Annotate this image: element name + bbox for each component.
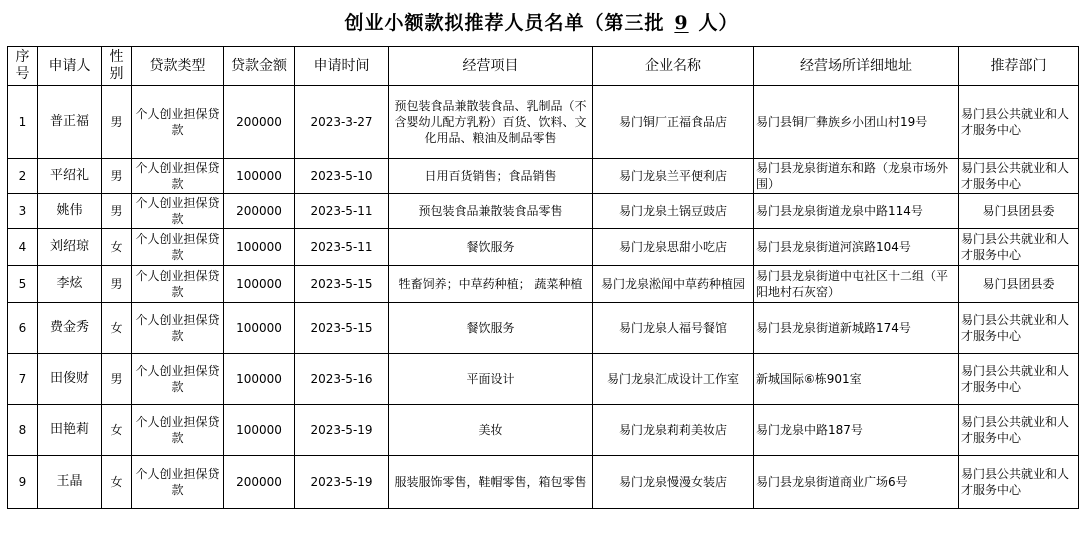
cell-company: 易门龙泉思甜小吃店	[593, 229, 754, 266]
cell-loan-type: 个人创业担保贷款	[132, 159, 224, 194]
cell-loan-type: 个人创业担保贷款	[132, 354, 224, 405]
cell-address: 易门县龙泉街道龙泉中路114号	[754, 194, 959, 229]
cell-amount: 100000	[224, 266, 295, 303]
table-row	[8, 354, 1079, 405]
header-department: 推荐部门	[959, 47, 1079, 86]
cell-gender: 女	[102, 303, 132, 354]
cell-department: 易门县公共就业和人才服务中心	[959, 229, 1079, 266]
header-amount: 贷款金额	[224, 47, 295, 86]
cell-gender: 女	[102, 405, 132, 456]
cell-index: 4	[8, 229, 38, 266]
cell-index: 7	[8, 354, 38, 405]
cell-address: 易门县龙泉街道新城路174号	[754, 303, 959, 354]
cell-loan-type: 个人创业担保贷款	[132, 194, 224, 229]
cell-address: 易门县龙泉街道河滨路104号	[754, 229, 959, 266]
cell-apply-date: 2023-5-19	[295, 456, 389, 509]
cell-index: 9	[8, 456, 38, 509]
cell-gender: 男	[102, 159, 132, 194]
recommendation-table	[7, 46, 1079, 509]
cell-amount: 100000	[224, 159, 295, 194]
cell-company: 易门龙泉淞闻中草药种植园	[593, 266, 754, 303]
cell-apply-date: 2023-5-15	[295, 266, 389, 303]
header-row	[8, 47, 1079, 86]
cell-applicant: 李炫	[38, 266, 102, 303]
cell-company: 易门铜厂正福食品店	[593, 86, 754, 159]
cell-index: 2	[8, 159, 38, 194]
cell-department: 易门县公共就业和人才服务中心	[959, 456, 1079, 509]
title-prefix: 创业小额款拟推荐人员名单（第三批	[344, 12, 665, 34]
cell-loan-type: 个人创业担保贷款	[132, 303, 224, 354]
cell-apply-date: 2023-5-11	[295, 194, 389, 229]
cell-apply-date: 2023-3-27	[295, 86, 389, 159]
cell-index: 1	[8, 86, 38, 159]
cell-applicant: 王晶	[38, 456, 102, 509]
cell-business: 日用百货销售；食品销售	[389, 159, 593, 194]
cell-business: 服装服饰零售，鞋帽零售，箱包零售	[389, 456, 593, 509]
cell-apply-date: 2023-5-16	[295, 354, 389, 405]
cell-loan-type: 个人创业担保贷款	[132, 456, 224, 509]
cell-applicant: 普正福	[38, 86, 102, 159]
cell-index: 8	[8, 405, 38, 456]
table-row	[8, 303, 1079, 354]
cell-department: 易门县公共就业和人才服务中心	[959, 405, 1079, 456]
cell-apply-date: 2023-5-19	[295, 405, 389, 456]
document-title	[0, 10, 1083, 36]
cell-company: 易门龙泉汇成设计工作室	[593, 354, 754, 405]
cell-loan-type: 个人创业担保贷款	[132, 229, 224, 266]
cell-company: 易门龙泉土锅豆豉店	[593, 194, 754, 229]
cell-address: 易门县龙泉街道商业广场6号	[754, 456, 959, 509]
cell-address: 易门县龙泉街道东和路（龙泉市场外围）	[754, 159, 959, 194]
cell-gender: 女	[102, 229, 132, 266]
cell-amount: 100000	[224, 354, 295, 405]
cell-business: 预包装食品兼散装食品、乳制品（不含婴幼儿配方乳粉）百货、饮料、文化用品、粮油及制品零售	[389, 86, 593, 159]
cell-business: 餐饮服务	[389, 303, 593, 354]
cell-amount: 100000	[224, 303, 295, 354]
cell-address: 易门县铜厂彝族乡小团山村19号	[754, 86, 959, 159]
cell-business: 餐饮服务	[389, 229, 593, 266]
cell-company: 易门龙泉人福号餐馆	[593, 303, 754, 354]
cell-gender: 男	[102, 354, 132, 405]
header-loan-type: 贷款类型	[132, 47, 224, 86]
cell-applicant: 平绍礼	[38, 159, 102, 194]
table-row	[8, 194, 1079, 229]
cell-department: 易门县公共就业和人才服务中心	[959, 86, 1079, 159]
cell-apply-date: 2023-5-10	[295, 159, 389, 194]
cell-applicant: 姚伟	[38, 194, 102, 229]
header-gender: 性别	[102, 47, 132, 86]
cell-business: 平面设计	[389, 354, 593, 405]
cell-apply-date: 2023-5-15	[295, 303, 389, 354]
title-suffix: 人）	[698, 12, 739, 34]
cell-index: 5	[8, 266, 38, 303]
cell-department: 易门县公共就业和人才服务中心	[959, 303, 1079, 354]
cell-department: 易门县团县委	[959, 194, 1079, 229]
header-address: 经营场所详细地址	[754, 47, 959, 86]
cell-applicant: 费金秀	[38, 303, 102, 354]
table-row	[8, 159, 1079, 194]
table-row	[8, 86, 1079, 159]
cell-apply-date: 2023-5-11	[295, 229, 389, 266]
header-index: 序号	[8, 47, 38, 86]
cell-amount: 100000	[224, 229, 295, 266]
header-applicant: 申请人	[38, 47, 102, 86]
cell-company: 易门龙泉莉莉美妆店	[593, 405, 754, 456]
cell-amount: 200000	[224, 456, 295, 509]
cell-loan-type: 个人创业担保贷款	[132, 266, 224, 303]
table-row	[8, 405, 1079, 456]
cell-amount: 200000	[224, 86, 295, 159]
cell-amount: 100000	[224, 405, 295, 456]
title-count: 9	[674, 12, 689, 34]
cell-address: 新城国际⑥栋901室	[754, 354, 959, 405]
table-row	[8, 229, 1079, 266]
cell-applicant: 刘绍琼	[38, 229, 102, 266]
cell-index: 3	[8, 194, 38, 229]
cell-applicant: 田俊财	[38, 354, 102, 405]
cell-company: 易门龙泉兰平便利店	[593, 159, 754, 194]
header-apply-date: 申请时间	[295, 47, 389, 86]
cell-loan-type: 个人创业担保贷款	[132, 405, 224, 456]
table-row	[8, 456, 1079, 509]
cell-index: 6	[8, 303, 38, 354]
cell-applicant: 田艳莉	[38, 405, 102, 456]
header-business: 经营项目	[389, 47, 593, 86]
cell-department: 易门县公共就业和人才服务中心	[959, 159, 1079, 194]
header-company: 企业名称	[593, 47, 754, 86]
cell-department: 易门县公共就业和人才服务中心	[959, 354, 1079, 405]
cell-gender: 女	[102, 456, 132, 509]
table-row	[8, 266, 1079, 303]
cell-gender: 男	[102, 266, 132, 303]
cell-gender: 男	[102, 194, 132, 229]
cell-loan-type: 个人创业担保贷款	[132, 86, 224, 159]
cell-address: 易门县龙泉街道中屯社区十二组（平阳地村石灰窑）	[754, 266, 959, 303]
cell-gender: 男	[102, 86, 132, 159]
cell-business: 美妆	[389, 405, 593, 456]
cell-address: 易门龙泉中路187号	[754, 405, 959, 456]
cell-company: 易门龙泉慢漫女装店	[593, 456, 754, 509]
cell-business: 牲畜饲养；中草药种植； 蔬菜种植	[389, 266, 593, 303]
cell-amount: 200000	[224, 194, 295, 229]
cell-business: 预包装食品兼散装食品零售	[389, 194, 593, 229]
cell-department: 易门县团县委	[959, 266, 1079, 303]
